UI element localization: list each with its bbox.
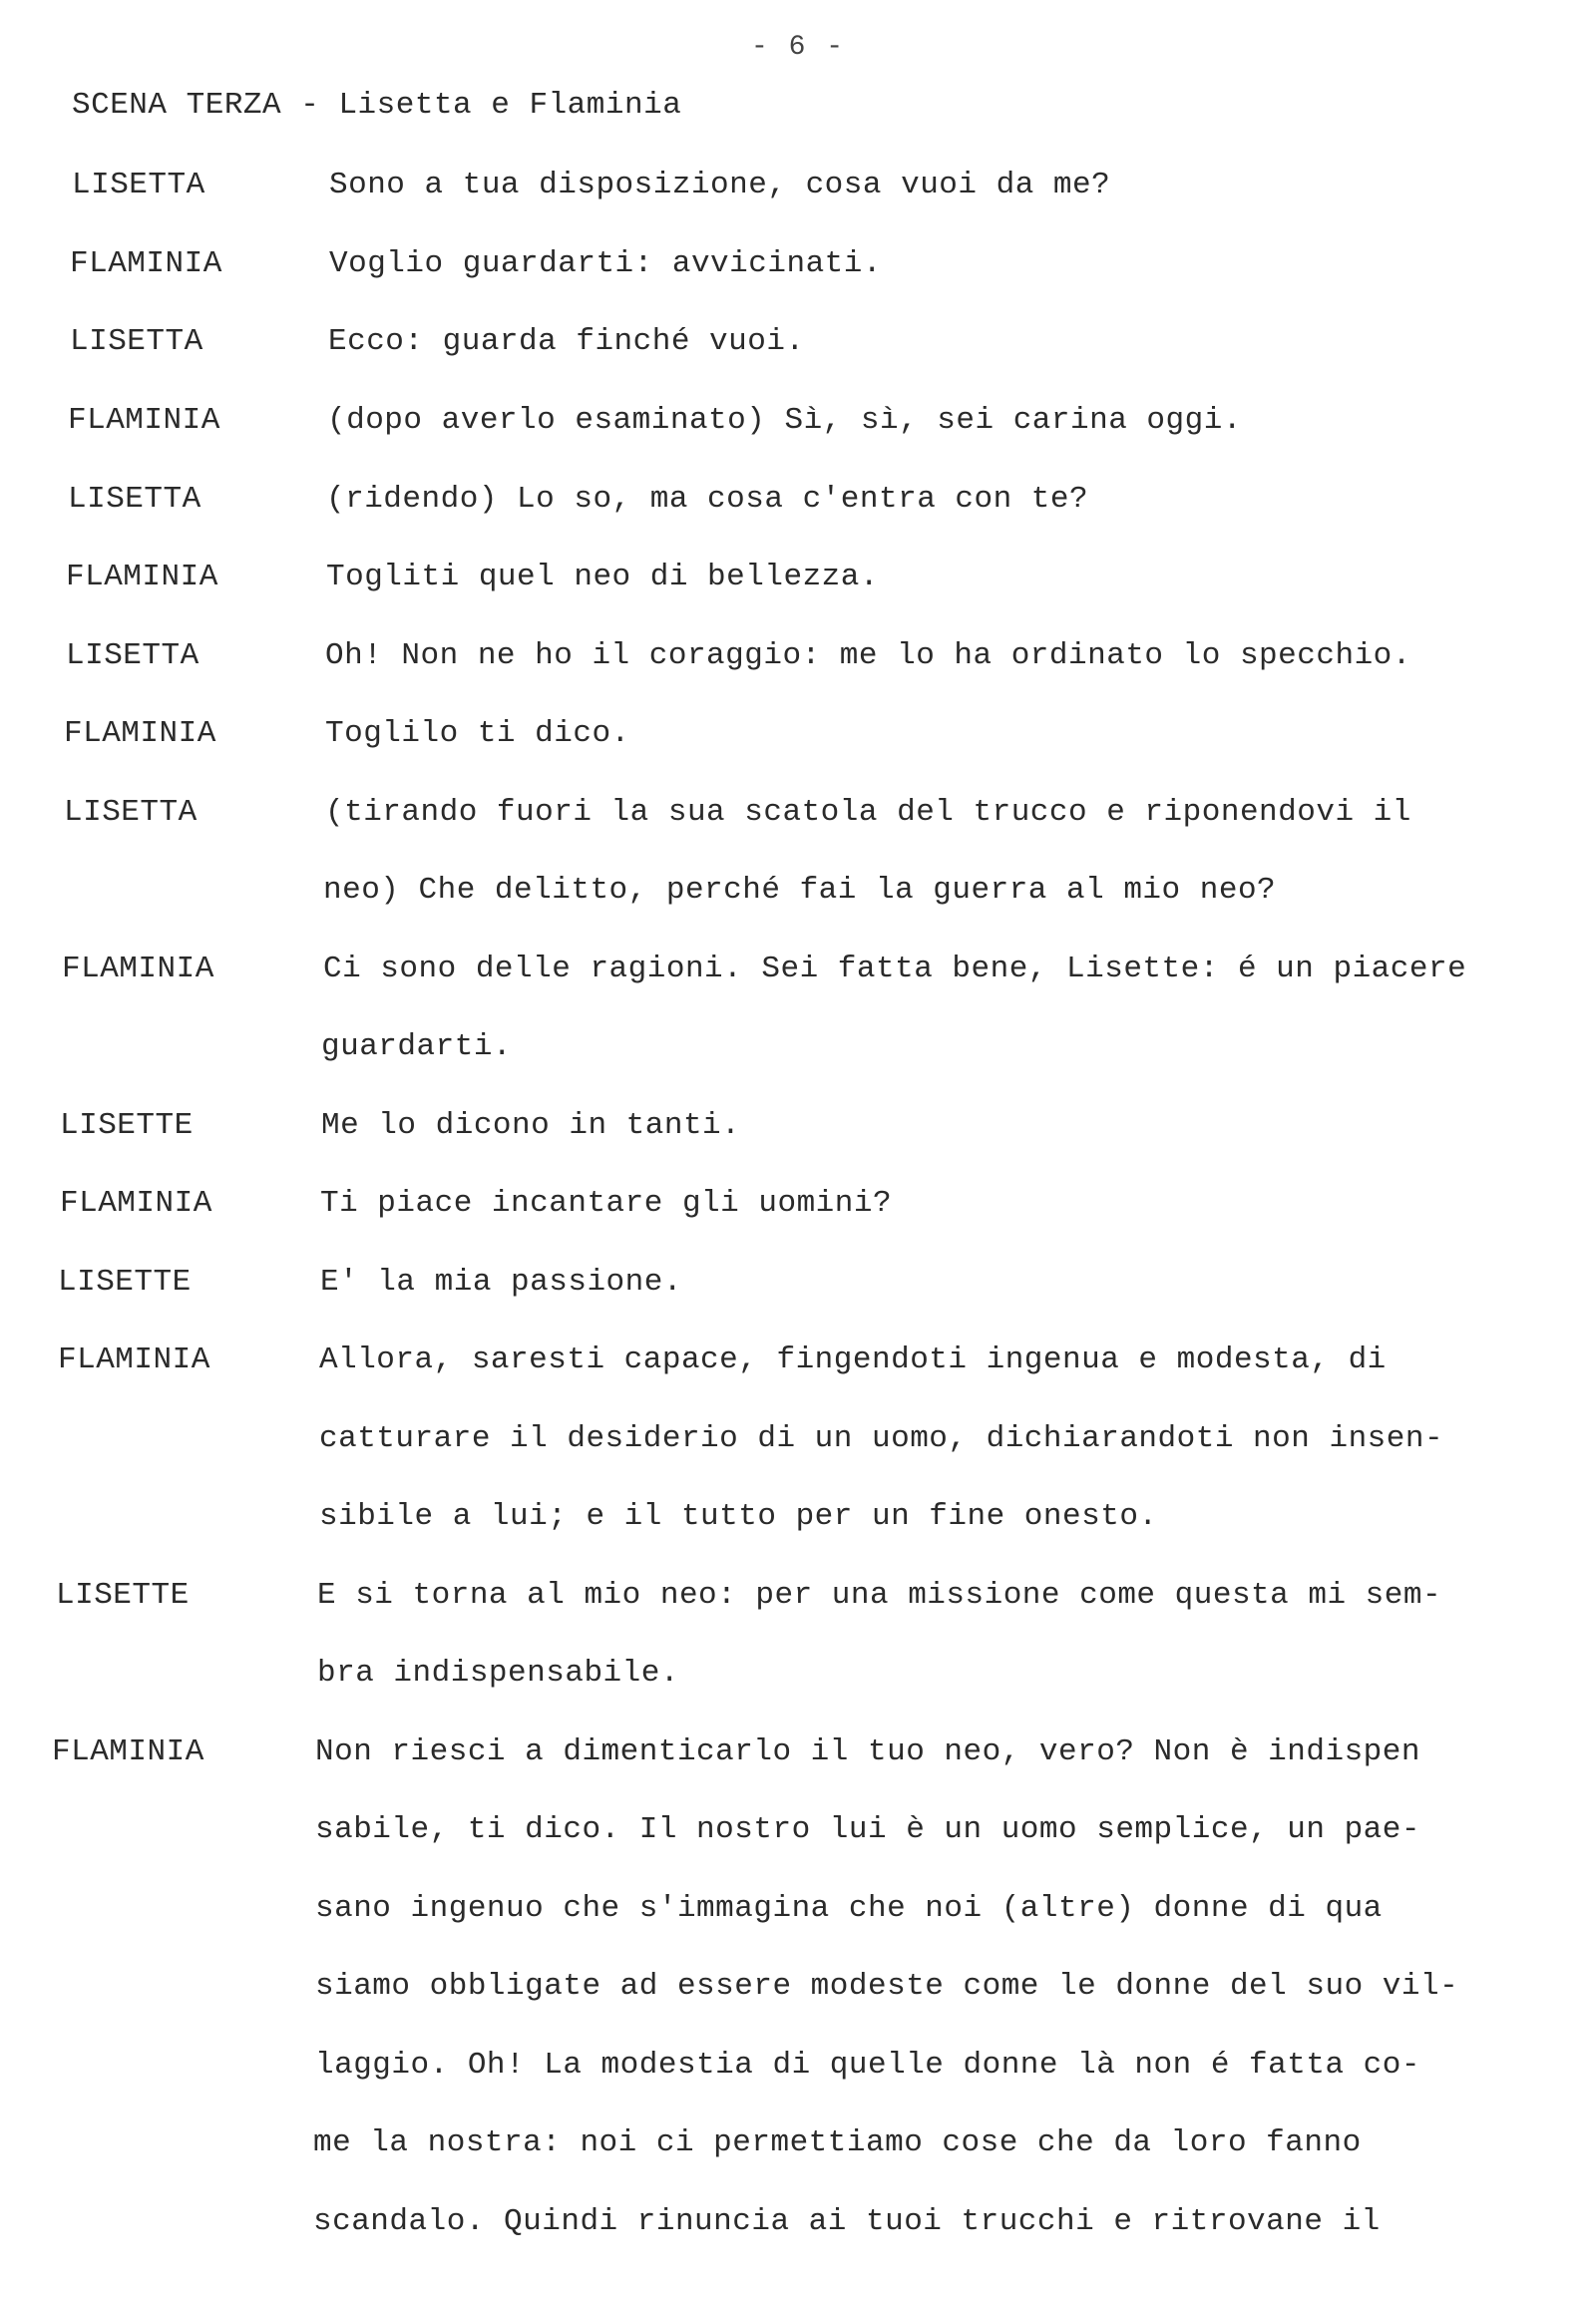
dialogue-line: catturare il desiderio di un uomo, dichiarandoti non insen- <box>319 1421 1444 1456</box>
speaker-name: FLAMINIA <box>60 1186 212 1221</box>
speaker-name: FLAMINIA <box>58 1342 210 1377</box>
dialogue-line: Toglilo ti dico. <box>325 716 630 751</box>
dialogue-line: E si torna al mio neo: per una missione come questa mi sem- <box>317 1578 1442 1613</box>
scene-heading: SCENA TERZA - Lisetta e Flaminia <box>72 88 682 123</box>
dialogue-line: me la nostra: noi ci permettiamo cose che da loro fanno <box>313 2125 1362 2160</box>
dialogue-line: neo) Che delitto, perché fai la guerra al mio neo? <box>323 873 1277 908</box>
dialogue-line: laggio. Oh! La modestia di quelle donne là non é fatta co- <box>315 2048 1420 2083</box>
dialogue-line: scandalo. Quindi rinuncia ai tuoi trucchi e ritrovane il <box>313 2204 1381 2239</box>
dialogue-line: Ci sono delle ragioni. Sei fatta bene, Lisette: é un piacere <box>323 952 1467 986</box>
speaker-name: LISETTE <box>58 1265 192 1300</box>
page-number: - 6 - <box>750 32 845 63</box>
speaker-name: FLAMINIA <box>52 1734 204 1769</box>
dialogue-line: Me lo dicono in tanti. <box>321 1108 741 1143</box>
dialogue-line: E' la mia passione. <box>320 1265 682 1300</box>
speaker-name: LISETTE <box>60 1108 194 1143</box>
dialogue-line: (tirando fuori la sua scatola del trucco e riponendovi il <box>325 795 1411 830</box>
speaker-name: FLAMINIA <box>66 560 218 594</box>
speaker-name: FLAMINIA <box>70 246 222 281</box>
dialogue-line: bra indispensabile. <box>317 1656 679 1691</box>
dialogue-line: sano ingenuo che s'immagina che noi (altre) donne di qua <box>315 1891 1383 1926</box>
dialogue-line: Ecco: guarda finché vuoi. <box>328 324 805 359</box>
dialogue-line: Ti piace incantare gli uomini? <box>320 1186 893 1221</box>
dialogue-line: (dopo averlo esaminato) Sì, sì, sei carina oggi. <box>327 403 1242 438</box>
speaker-name: FLAMINIA <box>64 716 216 751</box>
speaker-name: LISETTA <box>70 324 203 359</box>
dialogue-line: Allora, saresti capace, fingendoti ingenua e modesta, di <box>319 1342 1387 1377</box>
speaker-name: LISETTA <box>72 168 205 202</box>
dialogue-line: Togliti quel neo di bellezza. <box>326 560 879 594</box>
dialogue-line: sibile a lui; e il tutto per un fine onesto. <box>319 1499 1158 1534</box>
dialogue-line: (ridendo) Lo so, ma cosa c'entra con te? <box>326 482 1089 517</box>
dialogue-line: Voglio guardarti: avvicinati. <box>329 246 882 281</box>
speaker-name: FLAMINIA <box>62 952 214 986</box>
dialogue-line: Oh! Non ne ho il coraggio: me lo ha ordinato lo specchio. <box>325 638 1411 673</box>
dialogue-line: Sono a tua disposizione, cosa vuoi da me? <box>329 168 1111 202</box>
dialogue-line: sabile, ti dico. Il nostro lui è un uomo semplice, un pae- <box>315 1812 1420 1847</box>
speaker-name: LISETTA <box>64 795 198 830</box>
speaker-name: LISETTA <box>66 638 200 673</box>
dialogue-line: siamo obbligate ad essere modeste come le donne del suo vil- <box>315 1969 1459 2004</box>
dialogue-line: Non riesci a dimenticarlo il tuo neo, vero? Non è indispen <box>315 1734 1420 1769</box>
dialogue-line: guardarti. <box>321 1029 513 1064</box>
speaker-name: LISETTE <box>56 1578 190 1613</box>
speaker-name: LISETTA <box>68 482 201 517</box>
speaker-name: FLAMINIA <box>68 403 220 438</box>
